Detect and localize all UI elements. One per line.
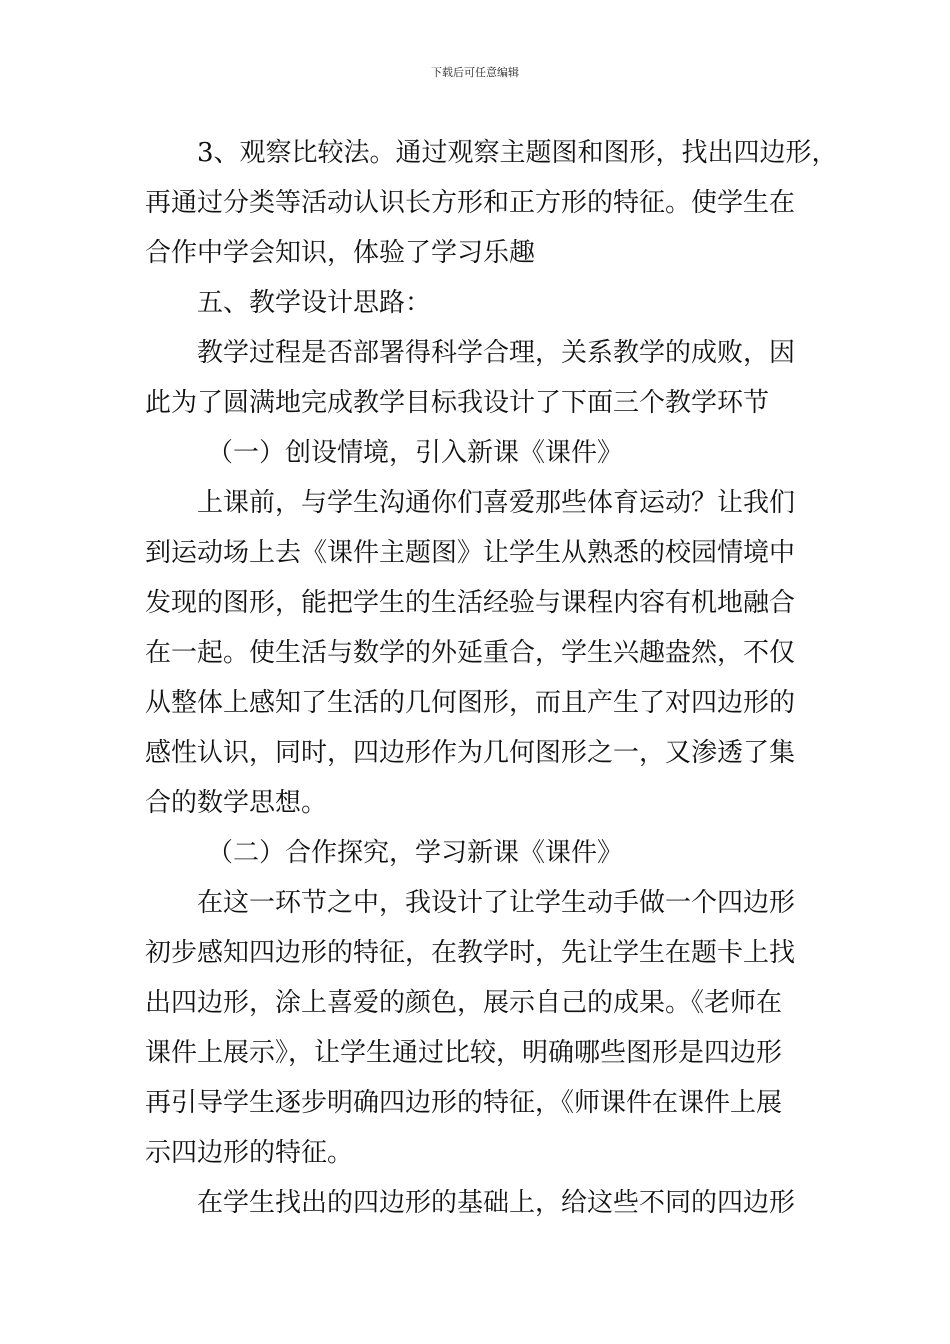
subsection-heading: （二）合作探究，学习新课《课件》 bbox=[207, 838, 624, 868]
paragraph-line: 出四边形，涂上喜爱的颜色，展示自己的成果。《老师在 bbox=[145, 988, 783, 1018]
paragraph-line: 感性认识，同时，四边形作为几何图形之一，又渗透了集 bbox=[145, 738, 796, 768]
paragraph-line: 在学生找出的四边形的基础上，给这些不同的四边形 bbox=[197, 1188, 796, 1218]
paragraph-line: 发现的图形，能把学生的生活经验与课程内容有机地融合 bbox=[145, 588, 796, 618]
paragraph-line: 再引导学生逐步明确四边形的特征，《师课件在课件上展 bbox=[145, 1088, 783, 1118]
paragraph-line: 在这一环节之中，我设计了让学生动手做一个四边形 bbox=[197, 888, 796, 918]
paragraph-line: 示四边形的特征。 bbox=[145, 1138, 354, 1168]
paragraph-line: 教学过程是否部署得科学合理，关系教学的成败，因 bbox=[197, 338, 796, 368]
paragraph-line: 课件上展示》，让学生通过比较，明确哪些图形是四边形 bbox=[145, 1038, 783, 1068]
paragraph-line: 从整体上感知了生活的几何图形，而且产生了对四边形的 bbox=[145, 688, 796, 718]
paragraph-line: 3、观察比较法。通过观察主题图和图形，找出四边形， bbox=[197, 138, 838, 168]
paragraph-line: 到运动场上去《课件主题图》让学生从熟悉的校园情境中 bbox=[145, 538, 796, 568]
paragraph-line: 初步感知四边形的特征，在教学时，先让学生在题卡上找 bbox=[145, 938, 796, 968]
section-heading: 五、教学设计思路： bbox=[197, 288, 432, 318]
subsection-heading: （一）创设情境，引入新课《课件》 bbox=[207, 438, 624, 468]
paragraph-line: 在一起。使生活与数学的外延重合，学生兴趣盎然，不仅 bbox=[145, 638, 796, 668]
document-body bbox=[145, 128, 838, 1228]
page-header: 下载后可任意编辑 bbox=[431, 66, 519, 79]
paragraph-line: 上课前，与学生沟通你们喜爱那些体育运动？让我们 bbox=[197, 488, 796, 518]
paragraph-line: 合作中学会知识，体验了学习乐趣 bbox=[145, 238, 536, 268]
paragraph-line: 合的数学思想。 bbox=[145, 788, 328, 818]
paragraph-line: 再通过分类等活动认识长方形和正方形的特征。使学生在 bbox=[145, 188, 796, 218]
paragraph-line: 此为了圆满地完成教学目标我设计了下面三个教学环节 bbox=[145, 388, 770, 418]
